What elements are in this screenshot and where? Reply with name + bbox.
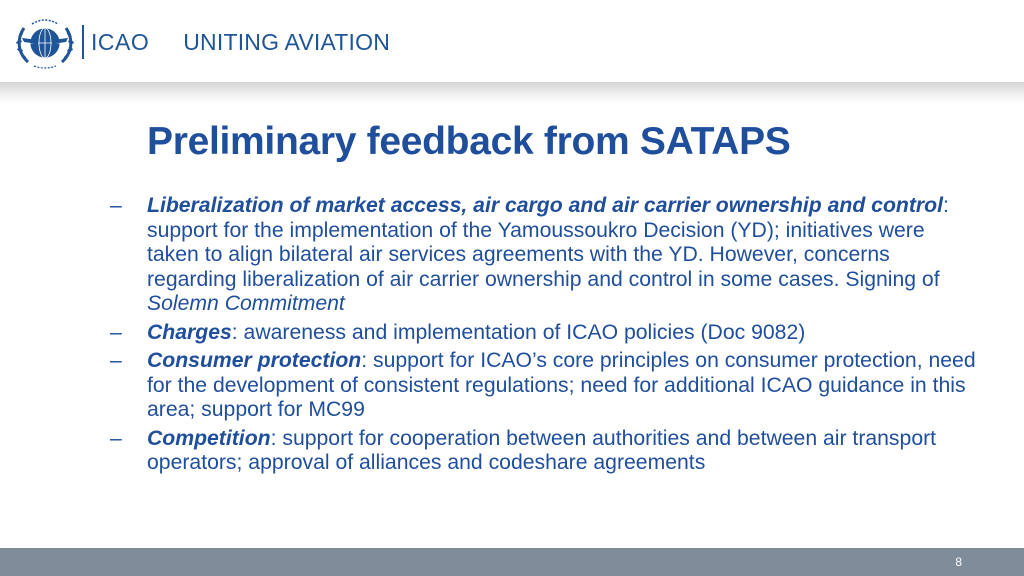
bullet-heading: Consumer protection [147,349,362,372]
footer-bar [0,548,1024,576]
slide-title: Preliminary feedback from SATAPS [147,120,791,163]
bullet-heading: Charges [147,320,232,344]
brand-lockup [82,24,390,60]
header-divider [0,82,1024,104]
bullet-item [110,349,980,423]
bullet-text: : awareness and implementation of ICAO policies (Doc 9082) [231,320,806,344]
bullet-dash: – [110,194,122,217]
icao-emblem-icon [14,14,76,70]
bullet-item [110,194,980,317]
bullet-emphasis: Solemn Commitment [147,292,345,315]
bullet-item [110,321,980,346]
bullet-text: : support for ICAO’s core principles on consumer protection, need for the development of consistent regulations; need for additional ICAO guidance in this area; support for MC99 [147,349,976,421]
brand-tagline: UNITING AVIATION [183,28,391,55]
brand-divider [82,25,84,59]
bullet-heading: Competition [147,426,271,450]
page-number: 8 [955,555,962,569]
bullet-list [110,194,980,480]
bullet-heading: Liberalization of market access, air cargo and air carrier ownership and control [147,194,943,217]
bullet-dash: – [110,426,122,450]
brand-name: ICAO [91,28,150,55]
bullet-dash: – [110,320,122,344]
header-bar [0,0,1024,84]
bullet-dash: – [110,349,122,372]
bullet-item [110,427,980,476]
bullet-text: : support for cooperation between authorities and between air transport operators; approval of alliances and codeshare agreements [147,426,937,474]
bullet-text: : support for the implementation of the Yamoussoukro Decision (YD); initiatives were taken to align bilateral air services agreements with the YD. However, concerns regarding liberalization of air carrier ownership and control in some cases. Signing of [147,194,949,291]
